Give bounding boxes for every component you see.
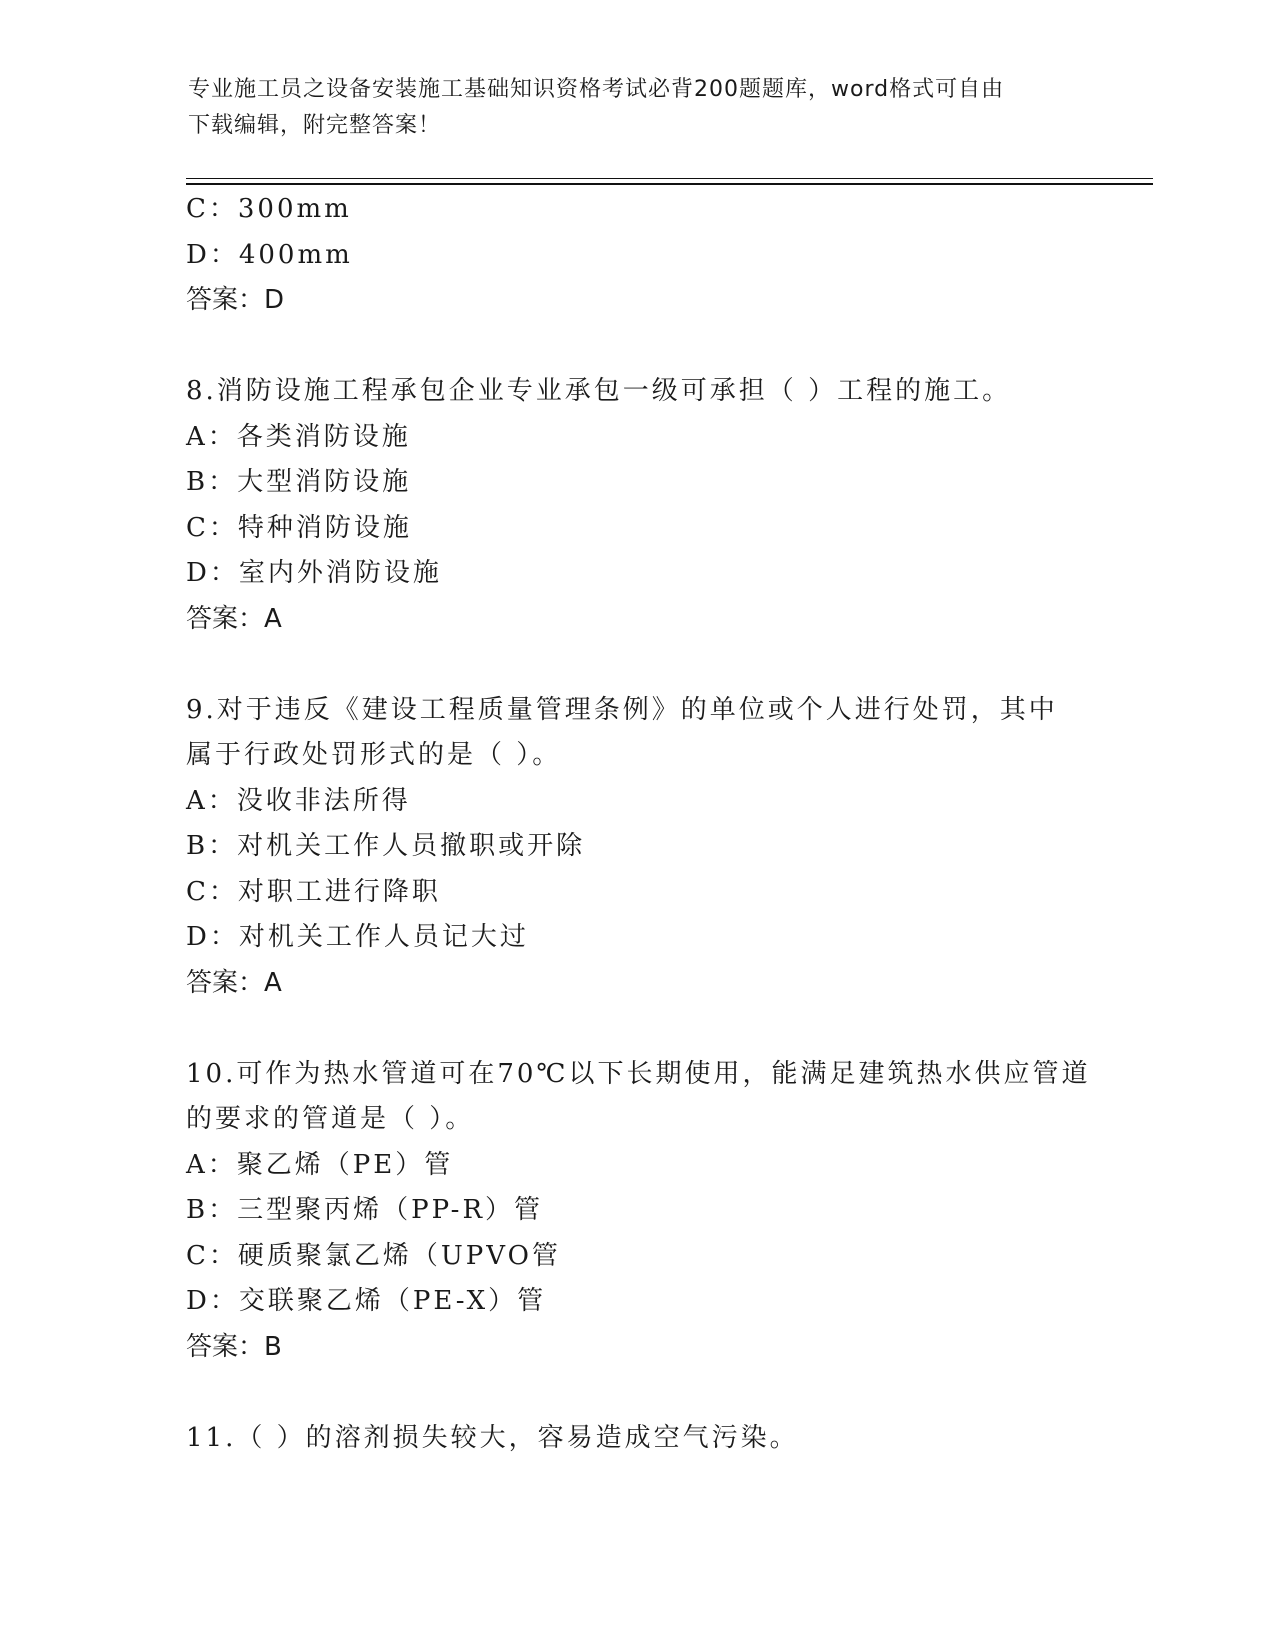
spacer — [186, 1370, 1106, 1416]
answer-line: 答案：B — [186, 1331, 282, 1362]
header-title-line-2: 下载编辑，附完整答案！ — [188, 113, 442, 138]
question-8 — [186, 369, 1106, 642]
answer-line: 答案：A — [186, 967, 282, 998]
option-d: D：对机关工作人员记大过 — [186, 922, 529, 952]
header-divider-thick — [186, 183, 1153, 185]
option-c: C：300mm — [186, 194, 352, 224]
option-d: D：室内外消防设施 — [186, 558, 442, 588]
option-b: B：对机关工作人员撤职或开除 — [186, 831, 586, 861]
spacer — [186, 1006, 1106, 1052]
answer-line: 答案：D — [186, 285, 285, 315]
option-d: D：交联聚乙烯（PE-X）管 — [186, 1286, 547, 1316]
question-prev — [186, 187, 1106, 324]
question-10 — [186, 1052, 1106, 1371]
question-stem: 11.（ ）的溶剂损失较大，容易造成空气污染。 — [186, 1422, 799, 1453]
answer-line: 答案：A — [186, 603, 282, 634]
option-a: A：聚乙烯（PE）管 — [186, 1149, 454, 1180]
spacer — [186, 324, 1106, 370]
question-11 — [186, 1416, 1106, 1462]
question-stem-continued: 属于行政处罚形式的是（ ）。 — [186, 740, 562, 770]
option-a: A：没收非法所得 — [186, 785, 411, 816]
document-body — [186, 187, 1106, 1461]
option-c: C：硬质聚氯乙烯（UPVO管 — [186, 1240, 561, 1271]
header-title-line-1: 专业施工员之设备安装施工基础知识资格考试必背200题题库，word格式可自由 — [188, 77, 1005, 102]
option-c: C：对职工进行降职 — [186, 876, 441, 907]
option-c: C：特种消防设施 — [186, 512, 412, 543]
option-a: A：各类消防设施 — [186, 421, 411, 452]
question-9 — [186, 688, 1106, 1007]
header-divider-thin — [186, 178, 1153, 179]
option-b: B：大型消防设施 — [186, 467, 412, 497]
question-stem: 8.消防设施工程承包企业专业承包一级可承担（ ）工程的施工。 — [186, 376, 1012, 406]
question-stem: 9.对于违反《建设工程质量管理条例》的单位或个人进行处罚，其中 — [186, 694, 1058, 725]
spacer — [186, 642, 1106, 688]
option-b: B：三型聚丙烯（PP-R）管 — [186, 1195, 544, 1225]
option-d: D：400mm — [186, 239, 353, 270]
page-header — [188, 72, 1088, 144]
question-stem: 10.可作为热水管道可在70℃以下长期使用，能满足建筑热水供应管道 — [186, 1058, 1091, 1089]
question-stem-continued: 的要求的管道是（ ）。 — [186, 1104, 475, 1134]
